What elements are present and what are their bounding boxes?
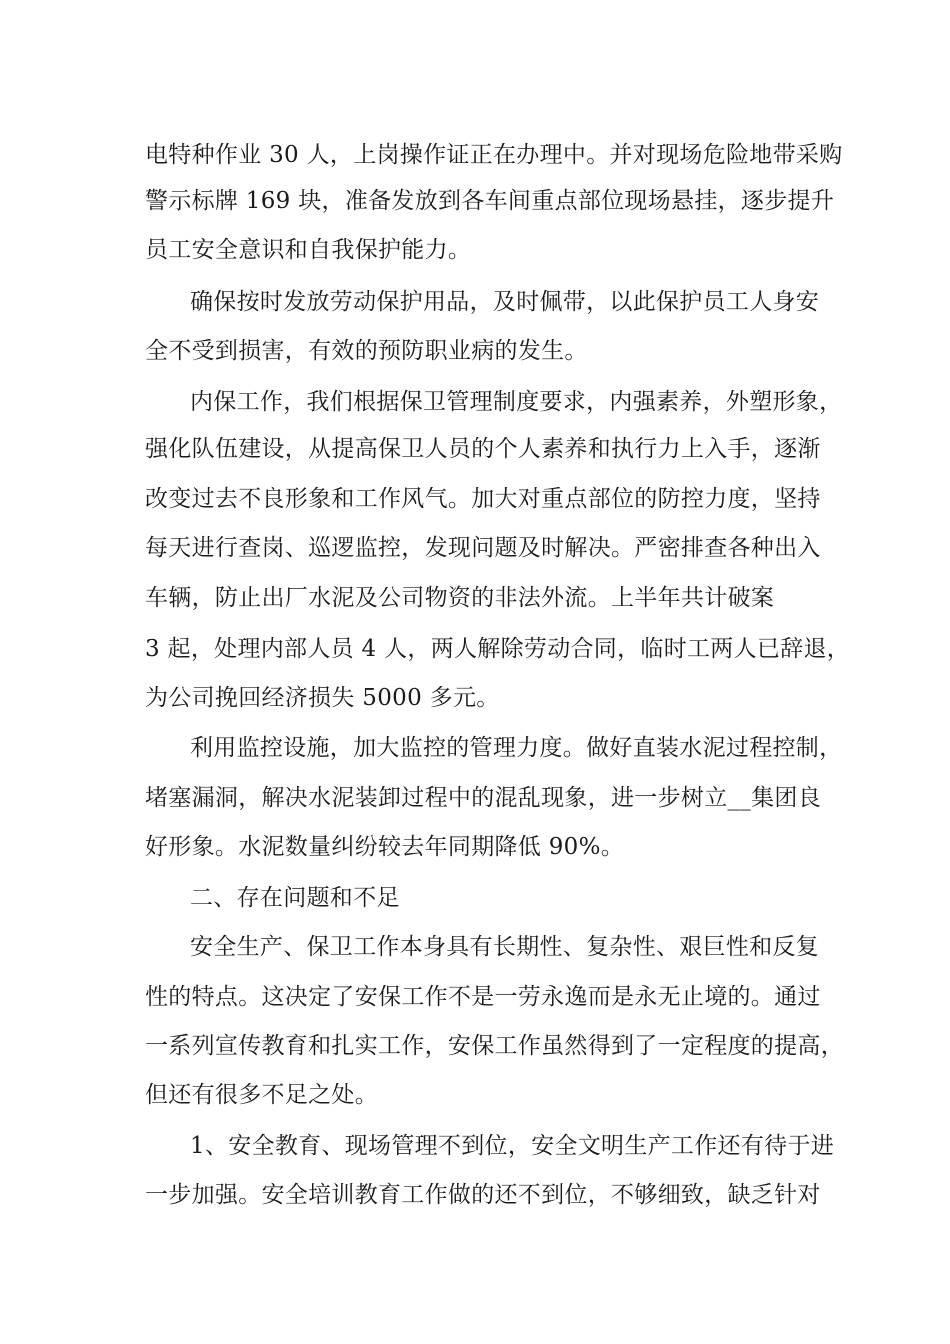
section-heading: 二、存在问题和不足: [190, 885, 400, 911]
body-text-line: 但还有很多不足之处。: [145, 1082, 378, 1108]
paragraph-start-line: 安全生产、保卫工作本身具有长期性、复杂性、艰巨性和反复: [190, 934, 820, 960]
body-text-line: 全不受到损害，有效的预防职业病的发生。: [145, 338, 588, 364]
paragraph-start-line: 内保工作，我们根据保卫管理制度要求，内强素养，外塑形象，: [190, 389, 843, 415]
paragraph-start-line: 利用监控设施，加大监控的管理力度。做好直装水泥过程控制，: [190, 735, 843, 761]
body-text-line: 一步加强。安全培训教育工作做的还不到位，不够细致，缺乏针对: [145, 1182, 821, 1208]
body-text-line: 每天进行查岗、巡逻监控，发现问题及时解决。严密排查各种出入: [145, 535, 821, 561]
body-text-line: 车辆，防止出厂水泥及公司物资的非法外流。上半年共计破案: [145, 585, 775, 611]
paragraph-start-line: 1、安全教育、现场管理不到位，安全文明生产工作还有待于进: [190, 1133, 835, 1159]
body-text-line: 警示标牌 169 块，准备发放到各车间重点部位现场悬挂，逐步提升: [145, 188, 835, 214]
body-text-line: 为公司挽回经济损失 5000 多元。: [145, 685, 500, 711]
body-text-line: 性的特点。这决定了安保工作不是一劳永逸而是永无止境的。通过: [145, 984, 821, 1010]
body-text-line: 电特种作业 30 人，上岗操作证正在办理中。并对现场危险地带采购: [145, 142, 843, 168]
body-text-line: 一系列宣传教育和扎实工作，安保工作虽然得到了一定程度的提高，: [145, 1033, 844, 1059]
body-text-line: 堵塞漏洞，解决水泥装卸过程中的混乱现象，进一步树立__集团良: [145, 785, 821, 811]
body-text-line: 员工安全意识和自我保护能力。: [145, 237, 472, 263]
body-text-line: 好形象。水泥数量纠纷较去年同期降低 90%。: [145, 834, 625, 860]
body-text-line: 强化队伍建设，从提高保卫人员的个人素养和执行力上入手，逐渐: [145, 436, 821, 462]
body-text-line: 改变过去不良形象和工作风气。加大对重点部位的防控力度，坚持: [145, 486, 821, 512]
body-text-line: 3 起，处理内部人员 4 人，两人解除劳动合同，临时工两人已辞退，: [145, 636, 851, 662]
paragraph-start-line: 确保按时发放劳动保护用品，及时佩带，以此保护员工人身安: [190, 289, 820, 315]
